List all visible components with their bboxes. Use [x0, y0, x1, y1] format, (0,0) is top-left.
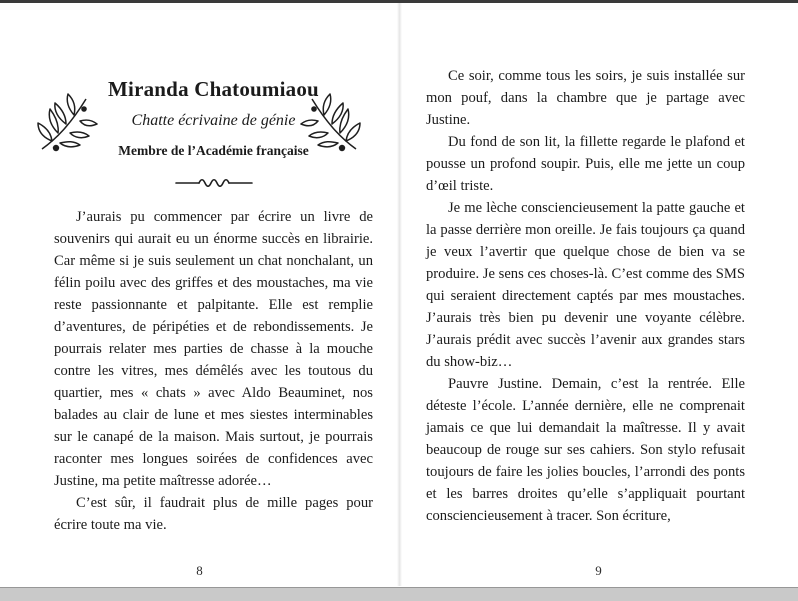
paragraph: C’est sûr, il faudrait plus de mille pages pour écrire toute ma vie. — [54, 495, 373, 534]
paragraph: J’aurais pu commencer par écrire un livre de souvenirs qui aurait eu un énorme succès en librairie. Car même si je suis seulement un chat nonchalant, un félin poilu avec des griffes et des moustaches, ma vie reste passionnante et palpitante. Elle est remplie d’aventures, de péripéties et de rebondissements. Je pourrais relater mes parties de chasse à la mouche contre les vitres, mes démêlés avec les toutous du quartier, mes « chats » avec Aldo Beauminet, nos balades au clair de lune et mes siestes interminables sur le canapé de la maison. Mais surtout, je pourrais raconter mes longues soirées de confidences avec Justine, ma petite maîtresse adorée… — [54, 209, 373, 490]
left-page-body — [54, 206, 373, 536]
paragraph: Du fond de son lit, la fillette regarde le plafond et pousse un profond soupir. Puis, elle me jette un coup d’œil triste. — [426, 134, 745, 194]
chapter-affiliation: Membre de l’Académie française — [118, 143, 309, 159]
left-page-number: 8 — [196, 563, 203, 578]
right-page — [399, 3, 798, 586]
page-spread — [0, 3, 798, 586]
chapter-subtitle: Chatte écrivaine de génie — [131, 112, 296, 130]
paragraph: Je me lèche consciencieusement la patte gauche et la passe derrière mon oreille. Je fais toujours ça quand je veux l’avertir que quelque chose de bien va se produire. Je sens ces choses-là. C’est comme des SMS qui seraient directement captés par mes moustaches. J’aurais très bien pu devenir une voyante célèbre. J’aurais prédit avec succès l’avenir aux grandes stars du show-biz… — [426, 200, 745, 370]
squiggle-divider-icon — [54, 176, 373, 190]
chapter-header — [54, 3, 373, 190]
right-page-number: 9 — [595, 563, 602, 578]
chapter-title: Miranda Chatoumiaou — [108, 77, 319, 101]
right-page-body — [426, 3, 745, 527]
left-page — [0, 3, 399, 586]
paragraph: Ce soir, comme tous les soirs, je suis installée sur mon pouf, dans la chambre que je partage avec Justine. — [426, 68, 745, 128]
paragraph: Pauvre Justine. Demain, c’est la rentrée. Elle déteste l’école. L’année dernière, elle ne comprenait jamais ce que lui demandait la maîtresse. Il y avait beaucoup de rouge sur ses cahiers. Son stylo refusait toujours de faire les jolies boucles, l’arrondi des ponts et les barres droites qu’elle s’appliquait pourtant consciencieusement à tracer. Son écriture, — [426, 376, 745, 524]
viewer-bottom-edge — [0, 587, 798, 601]
